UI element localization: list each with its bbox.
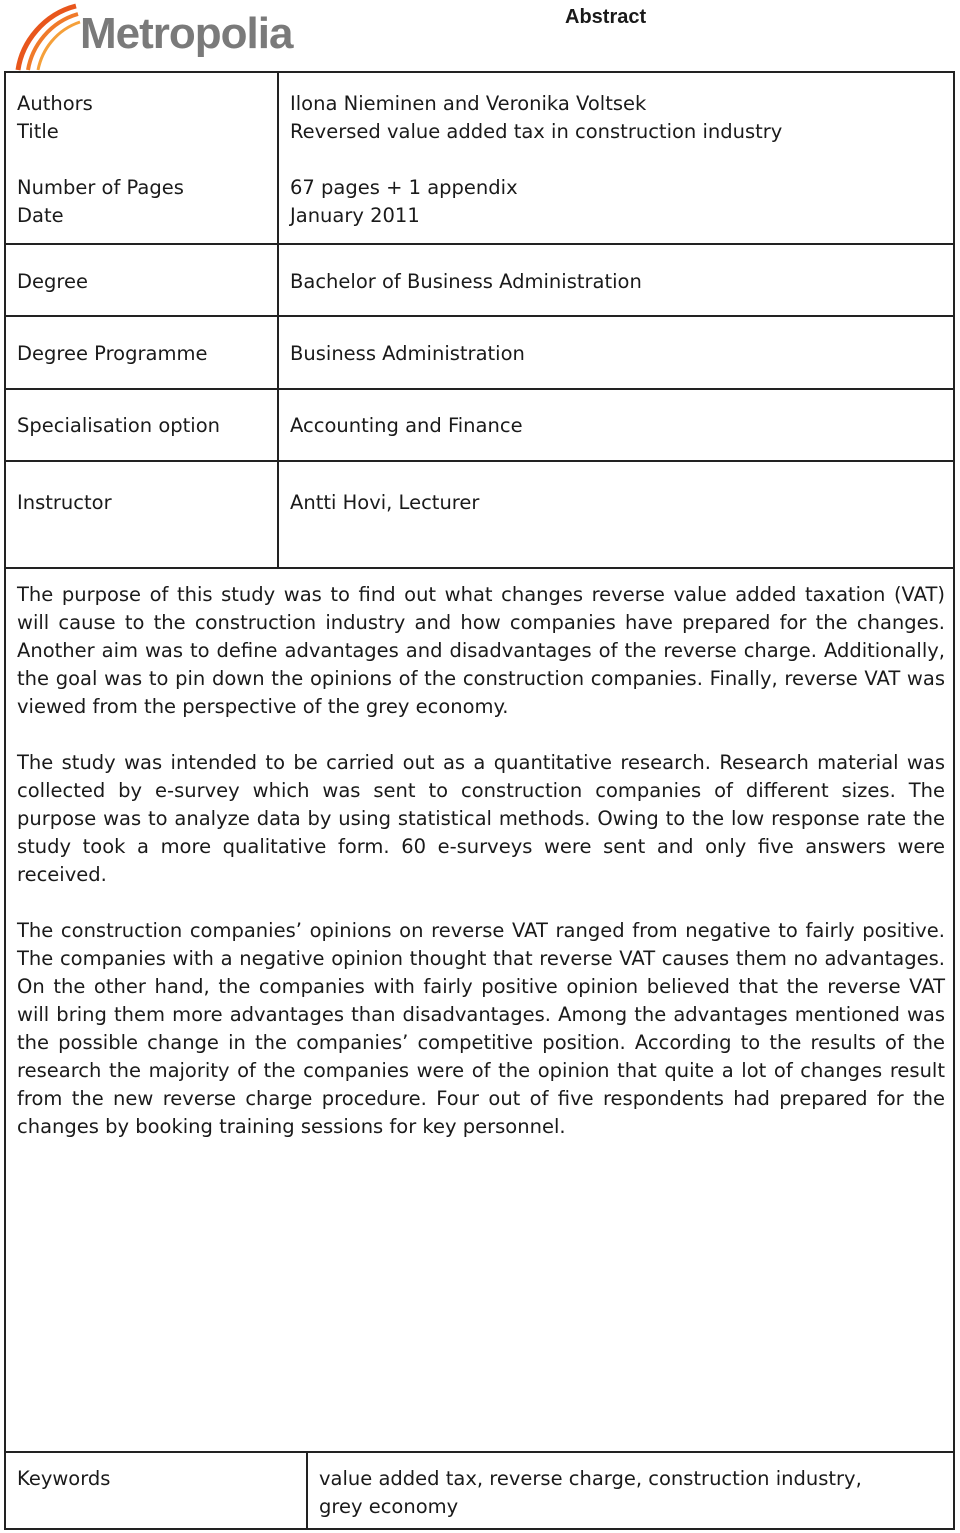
instructor-label: Instructor bbox=[17, 491, 112, 514]
degree-value: Bachelor of Business Administration bbox=[290, 270, 642, 293]
keywords-value bbox=[319, 1465, 939, 1521]
abstract-text bbox=[17, 581, 945, 1169]
logo-text: Metropolia bbox=[80, 9, 293, 58]
authors-label: Authors bbox=[17, 92, 93, 115]
programme-label: Degree Programme bbox=[17, 342, 208, 365]
specialisation-value: Accounting and Finance bbox=[290, 414, 523, 437]
divider bbox=[6, 567, 953, 569]
authors-value: Ilona Nieminen and Veronika Voltsek bbox=[290, 92, 647, 115]
title-value: Reversed value added tax in construction industry bbox=[290, 120, 783, 143]
keywords-line: value added tax, reverse charge, construction industry, bbox=[319, 1467, 862, 1490]
abstract-heading: Abstract bbox=[565, 6, 647, 28]
specialisation-label: Specialisation option bbox=[17, 414, 220, 437]
title-label: Title bbox=[17, 120, 59, 143]
pages-label: Number of Pages bbox=[17, 176, 184, 199]
column-divider bbox=[277, 73, 279, 567]
logo-swoosh-icon bbox=[14, 2, 84, 72]
date-label: Date bbox=[17, 204, 64, 227]
keywords-line: grey economy bbox=[319, 1495, 459, 1518]
divider bbox=[6, 388, 953, 390]
pages-value: 67 pages + 1 appendix bbox=[290, 176, 518, 199]
abstract-form bbox=[4, 71, 955, 1530]
divider bbox=[6, 243, 953, 245]
abstract-paragraph: The study was intended to be carried out as a quantitative research. Research material was collected by e-survey which was sent to construction companies of different sizes. The purpose was to analyze data by using statistical methods. Owing to the low response rate the study took a more qualitative form. 60 e-surveys were sent and only five answers were received. bbox=[17, 751, 945, 886]
column-divider bbox=[306, 1451, 308, 1530]
divider bbox=[6, 1451, 953, 1453]
programme-value: Business Administration bbox=[290, 342, 525, 365]
date-value: January 2011 bbox=[290, 204, 420, 227]
divider bbox=[6, 460, 953, 462]
divider bbox=[6, 315, 953, 317]
abstract-paragraph: The purpose of this study was to find out what changes reverse value added taxation (VAT) will cause to the construction industry and how companies have prepared for the changes. Another aim was to define advantages and disadvantages of the reverse charge. Additionally, the goal was to pin down the opinions of the construction companies. Finally, reverse VAT was viewed from the perspective of the grey economy. bbox=[17, 583, 945, 718]
keywords-label: Keywords bbox=[17, 1467, 111, 1490]
instructor-value: Antti Hovi, Lecturer bbox=[290, 491, 480, 514]
degree-label: Degree bbox=[17, 270, 88, 293]
metropolia-logo bbox=[14, 2, 324, 72]
abstract-paragraph: The construction companies’ opinions on reverse VAT ranged from negative to fairly positive. The companies with a negative opinion thought that reverse VAT causes them no advantages. On the other hand, the companies with fairly positive opinion believed that the reverse VAT will bring them more advantages than disadvantages. Among the advantages mentioned was the possible change in the companies’ competitive position. According to the results of the research the majority of the companies were of the opinion that quite a lot of changes result from the new reverse charge procedure. Four out of five respondents had prepared for the changes by booking training sessions for key personnel. bbox=[17, 919, 945, 1138]
